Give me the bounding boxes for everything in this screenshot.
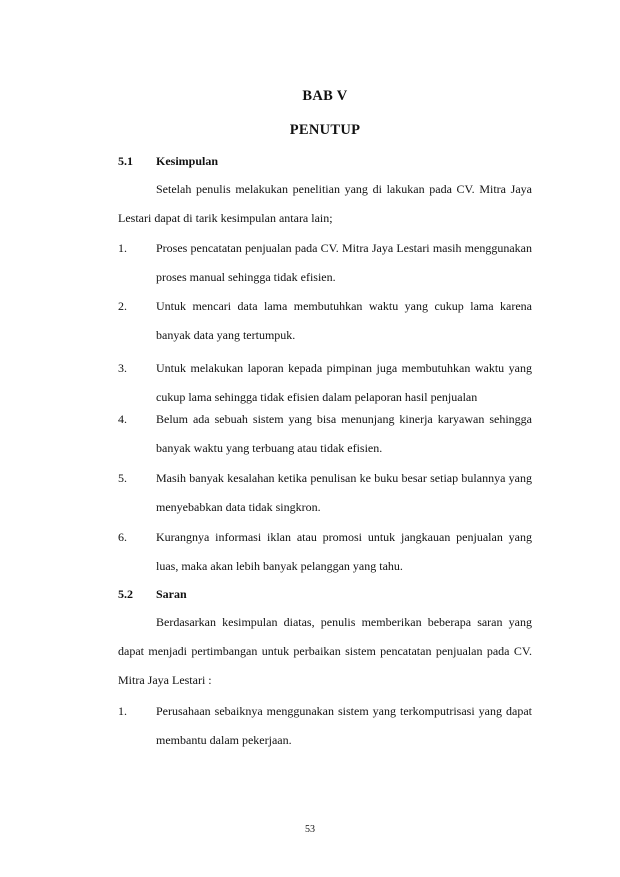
section-number: 5.1	[118, 154, 133, 168]
section-title: Kesimpulan	[156, 154, 219, 168]
section-number: 5.2	[118, 587, 133, 601]
paragraph-intro-saran: Berdasarkan kesimpulan diatas, penulis memberikan beberapa saran yang dapat menjadi pertimbangan untuk perbaikan sistem pencatatan penjualan pada CV. Mitra Jaya Lestari :	[118, 615, 532, 687]
list-item-text: Masih banyak kesalahan ketika penulisan ke buku besar setiap bulannya yang menyebabkan data tidak singkron.	[156, 471, 532, 514]
list-item-number: 2.	[118, 299, 127, 313]
list-item-text: Perusahaan sebaiknya menggunakan sistem yang terkomputrisasi yang dapat membantu dalam pekerjaan.	[156, 704, 532, 747]
section-title: Saran	[156, 587, 187, 601]
list-item-text: Proses pencatatan penjualan pada CV. Mitra Jaya Lestari masih menggunakan proses manual sehingga tidak efisien.	[156, 241, 532, 284]
list-item-text: Belum ada sebuah sistem yang bisa menunjang kinerja karyawan sehingga banyak waktu yang terbuang atau tidak efisien.	[156, 412, 532, 455]
chapter-title: PENUTUP	[289, 122, 361, 138]
page-number: 53	[305, 824, 315, 835]
chapter-heading: BAB V	[302, 88, 348, 104]
list-item	[118, 523, 532, 581]
list-item	[118, 697, 532, 755]
list-item-number: 1.	[118, 704, 127, 718]
list-item-number: 5.	[118, 471, 127, 485]
list-item-number: 1.	[118, 241, 127, 255]
list-item	[118, 405, 532, 463]
list-item	[118, 292, 532, 350]
list-item-text: Untuk mencari data lama membutuhkan waktu yang cukup lama karena banyak data yang tertumpuk.	[156, 299, 532, 342]
list-item-text: Untuk melakukan laporan kepada pimpinan juga membutuhkan waktu yang cukup lama sehingga tidak efisien dalam pelaporan hasil penjualan	[156, 361, 532, 404]
list-item-number: 6.	[118, 530, 127, 544]
list-item	[118, 234, 532, 292]
list-item-number: 3.	[118, 361, 127, 375]
list-item	[118, 354, 532, 412]
paragraph-intro-kesimpulan: Setelah penulis melakukan penelitian yang di lakukan pada CV. Mitra Jaya Lestari dapat di tarik kesimpulan antara lain;	[118, 182, 532, 225]
list-item	[118, 464, 532, 522]
list-item-number: 4.	[118, 412, 127, 426]
list-item-text: Kurangnya informasi iklan atau promosi untuk jangkauan penjualan yang luas, maka akan lebih banyak pelanggan yang tahu.	[156, 530, 532, 573]
